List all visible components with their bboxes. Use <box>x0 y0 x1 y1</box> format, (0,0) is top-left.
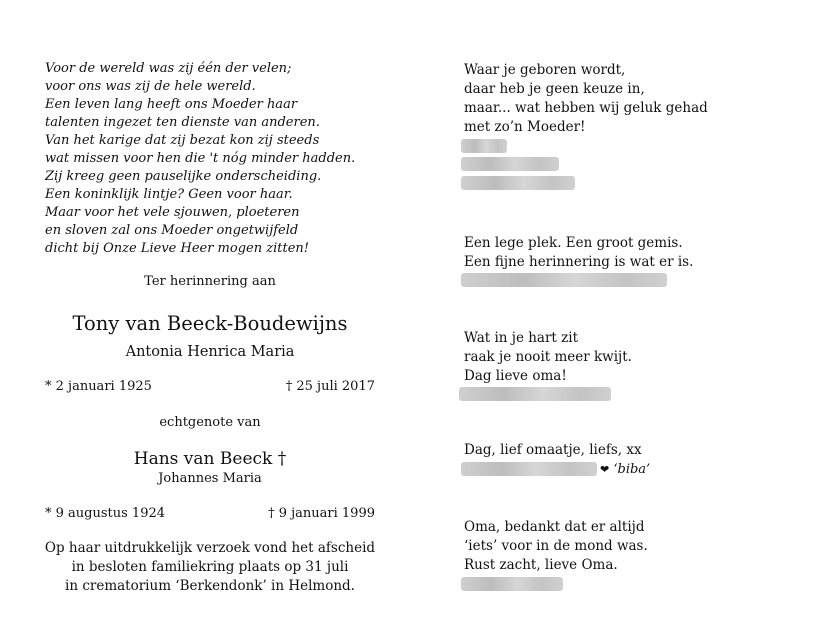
deceased-given-names: Antonia Henrica Maria <box>125 344 295 360</box>
memorial-poem <box>45 60 385 258</box>
message-line: Een lege plek. Een groot gemis. <box>464 235 683 251</box>
farewell-line: Op haar uitdrukkelijk verzoek vond het afscheid <box>44 540 376 556</box>
message-line: maar... wat hebben wij geluk gehad <box>464 100 708 116</box>
grandchild-message <box>464 441 642 460</box>
poem-line: talenten ingezet ten dienste van anderen. <box>45 115 320 130</box>
remembrance-intro: Ter herinnering aan <box>144 274 276 289</box>
redacted-name <box>461 157 559 171</box>
redacted-name <box>461 273 667 287</box>
redacted-name <box>459 387 611 401</box>
spouse-given-names: Johannes Maria <box>158 471 262 486</box>
spouse-death-date: † 9 januari 1999 <box>268 506 375 521</box>
redacted-name <box>461 462 597 476</box>
poem-line: wat missen voor hen die 't nóg minder hadden. <box>45 151 356 166</box>
poem-line: Een koninklijk lintje? Geen voor haar. <box>45 187 293 202</box>
poem-line: en sloven zal ons Moeder ongetwijfeld <box>45 223 299 238</box>
message-line: Dag, lief omaatje, liefs, xx <box>464 442 642 458</box>
signature-row <box>600 462 650 477</box>
message-line: Waar je geboren wordt, <box>464 62 626 78</box>
farewell-line: in crematorium ‘Berkendonk’ in Helmond. <box>65 578 355 594</box>
grandchild-message <box>464 518 648 575</box>
poem-line: Van het karige dat zij bezat kon zij steeds <box>45 133 320 148</box>
farewell-line: in besloten familiekring plaats op 31 juli <box>71 559 349 575</box>
poem-line: dicht bij Onze Lieve Heer mogen zitten! <box>45 241 309 256</box>
message-line: met zo’n Moeder! <box>464 119 586 135</box>
message-line: Een fijne herinnering is wat er is. <box>464 254 694 270</box>
message-line: Oma, bedankt dat er altijd <box>464 519 645 535</box>
spouse-intro: echtgenote van <box>159 415 261 430</box>
grandchild-message <box>464 234 693 272</box>
spouse-birth-date: * 9 augustus 1924 <box>45 506 166 521</box>
poem-line: Maar voor het vele sjouwen, ploeteren <box>45 205 300 220</box>
redacted-name <box>461 577 563 591</box>
poem-line: voor ons was zij de hele wereld. <box>45 79 256 94</box>
message-line: Wat in je hart zit <box>464 330 579 346</box>
message-line: ‘iets’ voor in de mond was. <box>464 538 648 554</box>
signature-name: ‘biba’ <box>613 462 651 477</box>
poem-line: Zij kreeg geen pauselijke onderscheiding. <box>45 169 322 184</box>
message-line: Dag lieve oma! <box>464 368 567 384</box>
birth-date: * 2 januari 1925 <box>45 379 152 394</box>
farewell-notice <box>40 539 380 596</box>
redacted-name <box>461 176 575 190</box>
message-line: raak je nooit meer kwijt. <box>464 349 632 365</box>
message-line: daar heb je geen keuze in, <box>464 81 645 97</box>
deceased-name: Tony van Beeck-Boudewijns <box>72 312 348 335</box>
family-message <box>464 61 708 137</box>
message-line: Rust zacht, lieve Oma. <box>464 557 618 573</box>
heart-icon: ❤ <box>600 463 610 476</box>
death-date: † 25 juli 2017 <box>285 379 375 394</box>
poem-line: Een leven lang heeft ons Moeder haar <box>45 97 298 112</box>
spouse-name: Hans van Beeck † <box>133 449 287 469</box>
poem-line: Voor de wereld was zij één der velen; <box>45 61 292 76</box>
grandchild-message <box>464 329 632 386</box>
redacted-name <box>461 139 507 153</box>
